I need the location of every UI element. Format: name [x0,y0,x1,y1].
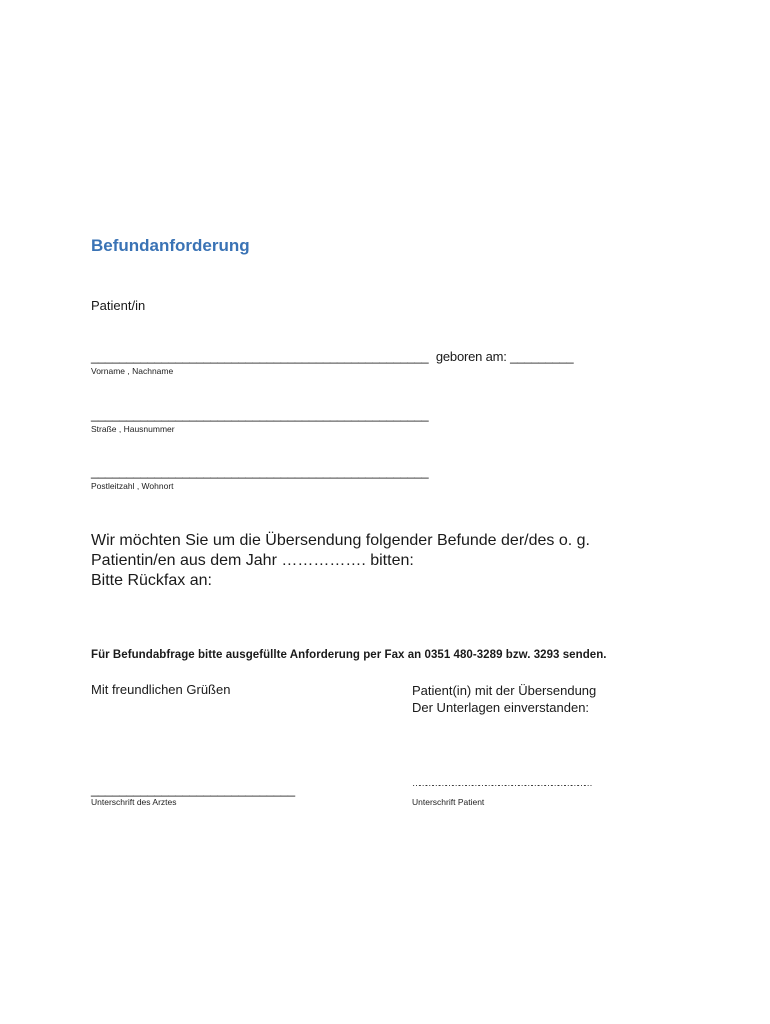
doctor-signature-line[interactable]: _____________________________ [91,782,295,797]
street-line[interactable]: ________________________________________________ [91,407,429,422]
document-title: Befundanforderung [91,236,250,255]
consent-text [412,682,596,716]
postal-line[interactable]: ________________________________________________ [91,464,429,479]
doctor-signature-caption: Unterschrift des Arztes [91,797,177,807]
fax-note: Für Befundabfrage bitte ausgefüllte Anforderung per Fax an 0351 480-3289 bzw. 3293 senden. [91,649,607,661]
born-label[interactable]: geboren am: _________ [435,349,574,364]
request-line-1: Wir möchten Sie um die Übersendung folgender Befunde der/des o. g. [91,532,590,549]
request-line-3: Bitte Rückfax an: [91,572,212,589]
name-line[interactable] [91,349,573,364]
patient-signature-line[interactable]: ……………………………………………………………………… [412,778,591,788]
street-caption: Straße , Hausnummer [91,424,175,434]
name-underline[interactable]: ________________________________________________ [91,349,429,364]
name-caption: Vorname , Nachname [91,366,174,376]
postal-caption: Postleitzahl , Wohnort [91,481,174,491]
consent-line-2: Der Unterlagen einverstanden: [412,700,590,715]
consent-line-1: Patient(in) mit der Übersendung [412,683,597,698]
greeting: Mit freundlichen Grüßen [91,682,231,697]
request-line-2: Patientin/en aus dem Jahr ……………. bitten: [91,552,414,569]
patient-label: Patient/in [91,298,146,313]
patient-signature-caption: Unterschrift Patient [412,797,485,807]
request-text [91,531,590,591]
